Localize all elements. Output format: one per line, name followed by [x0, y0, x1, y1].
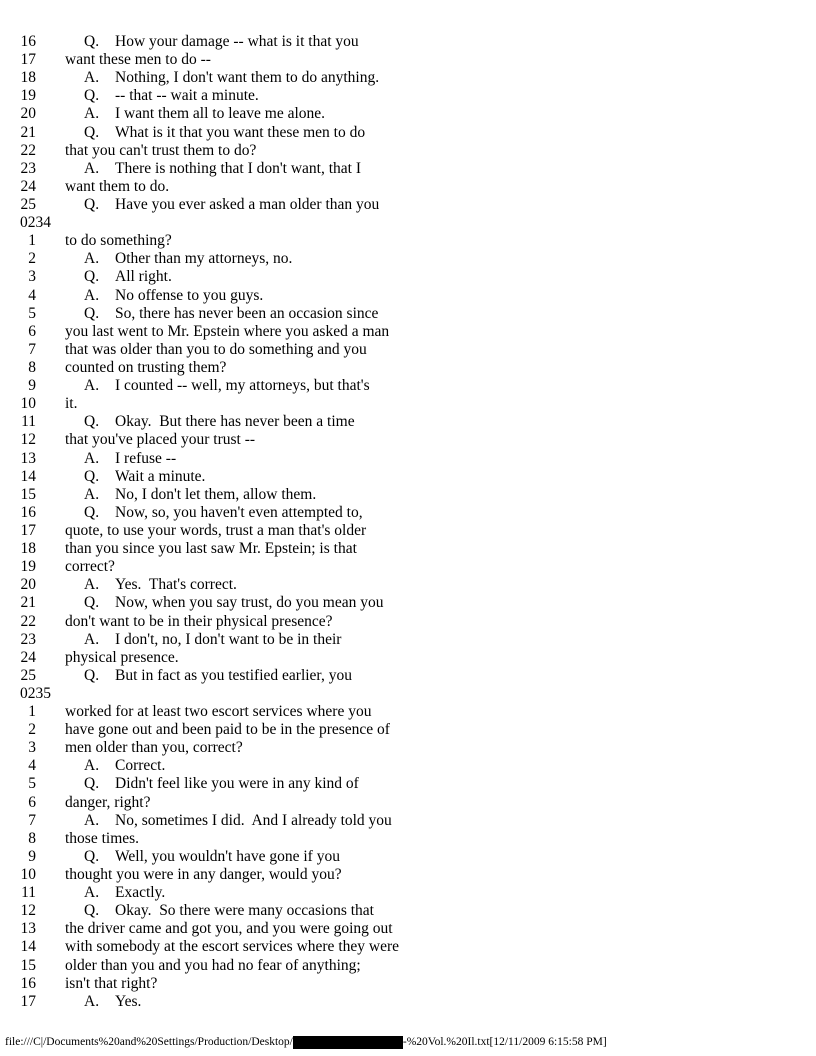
line-number: 20	[20, 576, 36, 594]
line-text: What is it that you want these men to do	[115, 123, 366, 141]
speaker-label: A.	[84, 630, 100, 648]
line-text: I want them all to leave me alone.	[115, 105, 326, 123]
line-text: Well, you wouldn't have gone if you	[115, 847, 340, 865]
line-number: 4	[28, 286, 36, 304]
line-text: worked for at least two escort services where you	[65, 703, 372, 721]
transcript-line	[0, 884, 816, 902]
line-text: Have you ever asked a man older than you	[115, 195, 380, 213]
transcript-line	[0, 323, 816, 341]
transcript-line	[0, 558, 816, 576]
transcript-line	[0, 993, 816, 1011]
line-text: So, there has never been an occasion since	[115, 304, 379, 322]
line-number: 11	[21, 413, 36, 431]
speaker-label: Q.	[84, 268, 100, 286]
transcript-line	[0, 287, 816, 305]
line-number: 23	[20, 630, 36, 648]
line-number: 17	[20, 992, 36, 1010]
transcript-line	[0, 721, 816, 739]
transcript-line	[0, 594, 816, 612]
page-number: 0235	[20, 684, 51, 702]
speaker-label: A.	[84, 811, 100, 829]
speaker-label: Q.	[84, 413, 100, 431]
line-text: No, I don't let them, allow them.	[115, 485, 317, 503]
line-text: Yes. That's correct.	[115, 576, 237, 594]
line-number: 25	[20, 666, 36, 684]
line-text: Nothing, I don't want them to do anything.	[115, 69, 380, 87]
transcript-line	[0, 830, 816, 848]
line-text: don't want to be in their physical presence?	[65, 612, 333, 630]
line-number: 22	[20, 141, 36, 159]
file-path-prefix: file:///C|/Documents%20and%20Settings/Production/Desktop/	[5, 1036, 293, 1048]
speaker-label: A.	[84, 159, 100, 177]
transcript-line	[0, 920, 816, 938]
line-text: thought you were in any danger, would you?	[65, 866, 342, 884]
line-number: 9	[28, 377, 36, 395]
line-text: isn't that right?	[65, 974, 158, 992]
line-number: 3	[28, 268, 36, 286]
transcript-line	[0, 938, 816, 956]
line-number: 2	[28, 250, 36, 268]
line-number: 9	[28, 847, 36, 865]
line-number: 17	[20, 521, 36, 539]
line-text: physical presence.	[65, 648, 179, 666]
transcript-line	[0, 178, 816, 196]
line-text: I counted -- well, my attorneys, but that's	[115, 377, 370, 395]
line-text: I don't, no, I don't want to be in their	[115, 630, 342, 648]
line-text: you last went to Mr. Epstein where you asked a man	[65, 322, 390, 340]
line-number: 14	[20, 938, 36, 956]
line-text: All right.	[115, 268, 172, 286]
line-text: quote, to use your words, trust a man that's older	[65, 521, 367, 539]
transcript-line	[0, 486, 816, 504]
line-number: 25	[20, 195, 36, 213]
line-text: than you since you last saw Mr. Epstein; is that	[65, 540, 357, 558]
transcript-line	[0, 250, 816, 268]
transcript-line	[0, 160, 816, 178]
redaction-box	[293, 1036, 403, 1049]
line-number: 2	[28, 721, 36, 739]
transcript-line	[0, 848, 816, 866]
line-number: 16	[20, 33, 36, 50]
transcript-line	[0, 685, 816, 703]
speaker-label: Q.	[84, 666, 100, 684]
line-number: 12	[20, 902, 36, 920]
transcript-line	[0, 124, 816, 142]
transcript-line	[0, 576, 816, 594]
file-path-suffix: -%20Vol.%20Il.txt[12/11/2009 6:15:58 PM]	[402, 1036, 607, 1048]
line-text: Okay. So there were many occasions that	[115, 902, 374, 920]
line-number: 8	[28, 829, 36, 847]
line-number: 10	[20, 866, 36, 884]
line-number: 8	[28, 358, 36, 376]
transcript-line	[0, 504, 816, 522]
line-text: Okay. But there has never been a time	[115, 413, 355, 431]
line-number: 15	[20, 485, 36, 503]
transcript-line	[0, 775, 816, 793]
transcript-line	[0, 305, 816, 323]
speaker-label: A.	[84, 992, 100, 1010]
line-text: Wait a minute.	[115, 467, 206, 485]
transcript-line	[0, 431, 816, 449]
transcript-line	[0, 87, 816, 105]
line-text: -- that -- wait a minute.	[115, 87, 259, 105]
transcript-line	[0, 468, 816, 486]
speaker-label: A.	[84, 757, 100, 775]
speaker-label: Q.	[84, 195, 100, 213]
line-number: 11	[21, 884, 36, 902]
transcript-line	[0, 739, 816, 757]
line-number: 14	[20, 467, 36, 485]
page-number: 0234	[20, 214, 51, 232]
line-number: 19	[20, 558, 36, 576]
line-number: 21	[20, 123, 36, 141]
line-text: Exactly.	[115, 884, 166, 902]
transcript-line	[0, 377, 816, 395]
line-text: have gone out and been paid to be in the presence of	[65, 721, 390, 739]
speaker-label: A.	[84, 449, 100, 467]
transcript-line	[0, 51, 816, 69]
line-number: 1	[28, 232, 36, 250]
line-text: No offense to you guys.	[115, 286, 264, 304]
speaker-label: Q.	[84, 847, 100, 865]
line-number: 24	[20, 648, 36, 666]
transcript-line	[0, 866, 816, 884]
line-text: those times.	[65, 829, 140, 847]
line-number: 1	[28, 703, 36, 721]
speaker-label: Q.	[84, 467, 100, 485]
line-number: 7	[28, 340, 36, 358]
transcript-line	[0, 794, 816, 812]
line-number: 13	[20, 449, 36, 467]
line-text: Didn't feel like you were in any kind of	[115, 775, 359, 793]
transcript-line	[0, 395, 816, 413]
line-number: 6	[28, 322, 36, 340]
line-text: I refuse --	[115, 449, 177, 467]
line-number: 4	[28, 757, 36, 775]
line-number: 10	[20, 395, 36, 413]
transcript-line	[0, 359, 816, 377]
line-number: 23	[20, 159, 36, 177]
line-number: 12	[20, 431, 36, 449]
line-number: 15	[20, 956, 36, 974]
transcript-line	[0, 33, 816, 51]
line-text: with somebody at the escort services where they were	[65, 938, 399, 956]
speaker-label: Q.	[84, 123, 100, 141]
speaker-label: A.	[84, 884, 100, 902]
speaker-label: Q.	[84, 594, 100, 612]
speaker-label: Q.	[84, 304, 100, 322]
transcript-line	[0, 232, 816, 250]
line-number: 24	[20, 177, 36, 195]
line-number: 17	[20, 51, 36, 69]
line-number: 19	[20, 87, 36, 105]
speaker-label: A.	[84, 69, 100, 87]
line-number: 18	[20, 540, 36, 558]
speaker-label: Q.	[84, 902, 100, 920]
line-text: the driver came and got you, and you were going out	[65, 920, 393, 938]
transcript-line	[0, 413, 816, 431]
line-number: 16	[20, 503, 36, 521]
line-number: 22	[20, 612, 36, 630]
speaker-label: A.	[84, 377, 100, 395]
line-text: Correct.	[115, 757, 166, 775]
speaker-label: A.	[84, 485, 100, 503]
speaker-label: A.	[84, 105, 100, 123]
transcript-line	[0, 268, 816, 286]
line-number: 5	[28, 304, 36, 322]
line-text: correct?	[65, 558, 115, 576]
status-bar-file-path	[5, 1036, 607, 1048]
line-number: 18	[20, 69, 36, 87]
line-text: it.	[65, 395, 78, 413]
line-text: want these men to do --	[65, 51, 211, 69]
line-text: older than you and you had no fear of anything;	[65, 956, 361, 974]
transcript-line	[0, 975, 816, 993]
line-number: 7	[28, 811, 36, 829]
transcript-line	[0, 631, 816, 649]
line-number: 13	[20, 920, 36, 938]
line-text: to do something?	[65, 232, 172, 250]
transcript-line	[0, 341, 816, 359]
line-text: How your damage -- what is it that you	[115, 33, 359, 50]
line-number: 6	[28, 793, 36, 811]
transcript-line	[0, 703, 816, 721]
line-text: want them to do.	[65, 177, 170, 195]
transcript-line	[0, 450, 816, 468]
transcript-line	[0, 69, 816, 87]
line-text: that was older than you to do something and you	[65, 340, 367, 358]
transcript-line	[0, 957, 816, 975]
line-number: 21	[20, 594, 36, 612]
transcript-line	[0, 142, 816, 160]
line-text: that you've placed your trust --	[65, 431, 256, 449]
line-text: Yes.	[115, 992, 142, 1010]
transcript-line	[0, 214, 816, 232]
speaker-label: Q.	[84, 33, 100, 50]
speaker-label: A.	[84, 286, 100, 304]
line-text: men older than you, correct?	[65, 739, 243, 757]
line-text: Now, so, you haven't even attempted to,	[115, 503, 363, 521]
transcript-body	[0, 33, 816, 1011]
line-text: Other than my attorneys, no.	[115, 250, 293, 268]
transcript-line	[0, 540, 816, 558]
line-number: 3	[28, 739, 36, 757]
line-number: 16	[20, 974, 36, 992]
line-text: No, sometimes I did. And I already told you	[115, 811, 392, 829]
line-text: that you can't trust them to do?	[65, 141, 257, 159]
transcript-line	[0, 902, 816, 920]
speaker-label: A.	[84, 250, 100, 268]
speaker-label: Q.	[84, 503, 100, 521]
transcript-line	[0, 649, 816, 667]
transcript-line	[0, 757, 816, 775]
line-text: counted on trusting them?	[65, 358, 227, 376]
transcript-line	[0, 667, 816, 685]
transcript-line	[0, 522, 816, 540]
line-number: 20	[20, 105, 36, 123]
transcript-line	[0, 196, 816, 214]
speaker-label: A.	[84, 576, 100, 594]
line-text: But in fact as you testified earlier, you	[115, 666, 352, 684]
line-text: danger, right?	[65, 793, 151, 811]
transcript-line	[0, 613, 816, 631]
line-text: There is nothing that I don't want, that I	[115, 159, 362, 177]
speaker-label: Q.	[84, 775, 100, 793]
transcript-line	[0, 105, 816, 123]
line-text: Now, when you say trust, do you mean you	[115, 594, 384, 612]
line-number: 5	[28, 775, 36, 793]
speaker-label: Q.	[84, 87, 100, 105]
transcript-line	[0, 812, 816, 830]
